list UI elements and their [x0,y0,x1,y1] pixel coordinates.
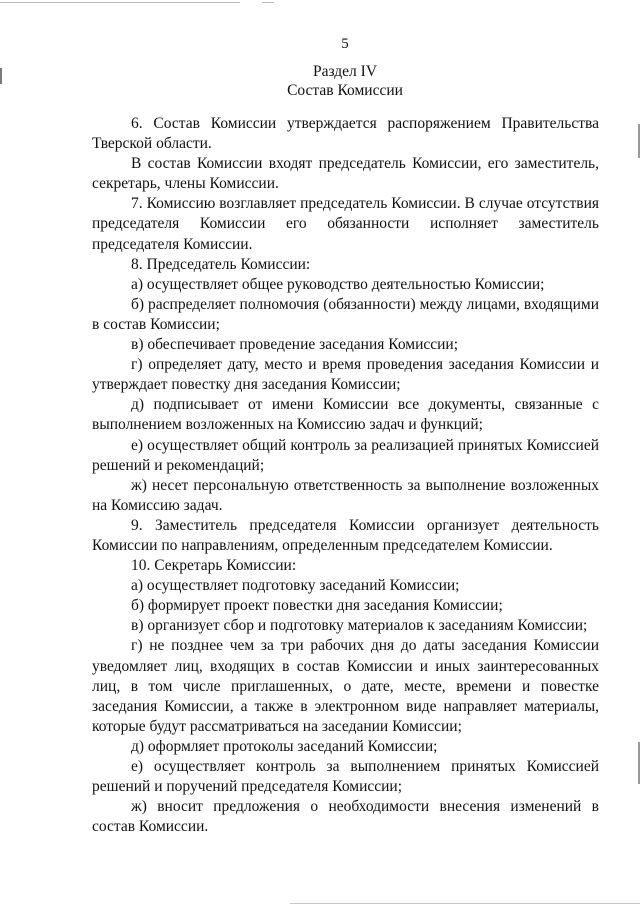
paragraph: 7. Комиссию возглавляет председатель Комиссии. В случае отсутствия председателя Комиссии его обязанности исполняет заместитель председателя Комиссии. [92,195,599,253]
document-body [92,114,599,837]
paragraph: г) не позднее чем за три рабочих дня до даты заседания Комиссии уведомляет лиц, входящих в состав Комиссии и иных заинтересованных лиц, в том числе приглашенных, о дате, месте, времени и повестке заседания Комиссии, а также в электронном виде направляет материалы, которые будут рассматриваться на заседании Комиссии; [92,637,599,735]
paragraph: д) подписывает от имени Комиссии все документы, связанные с выполнением возложенных на Комиссию задач и функций; [92,396,599,434]
section-heading [0,62,640,100]
paragraph: 8. Председатель Комиссии: [131,255,311,273]
paragraph: 6. Состав Комиссии утверждается распоряжением Правительства Тверской области. [92,115,599,153]
paragraph: е) осуществляет общий контроль за реализацией принятых Комиссией решений и рекомендаций; [92,436,599,474]
paragraph: а) осуществляет подготовку заседаний Комиссии; [131,577,460,595]
paragraph: В состав Комиссии входят председатель Комиссии, его заместитель, секретарь, члены Комиссии. [92,155,599,193]
paragraph: б) формирует проект повестки дня заседания Комиссии; [131,597,503,615]
page-number: 5 [341,36,349,52]
section-title: Раздел IV [312,63,378,80]
paragraph: д) оформляет протоколы заседаний Комиссии; [131,737,438,755]
paragraph: 9. Заместитель председателя Комиссии организует деятельность Комиссии по направлениям, определенным председателем Комиссии. [92,516,599,554]
paragraph: е) осуществляет контроль за выполнением принятых Комиссией решений и поручений председателя Комиссии; [92,758,599,796]
paragraph: в) обеспечивает проведение заседания Комиссии; [131,336,459,354]
paragraph: 10. Секретарь Комиссии: [131,557,297,575]
scan-edge-line [262,2,274,3]
paragraph: в) организует сбор и подготовку материалов к заседаниям Комиссии; [131,617,588,635]
paragraph: а) осуществляет общее руководство деятельностью Комиссии; [131,275,545,293]
paragraph: ж) вносит предложения о необходимости внесения изменений в состав Комиссии. [92,798,599,836]
paragraph: г) определяет дату, место и время проведения заседания Комиссии и утверждает повестку дня заседания Комиссии; [92,356,599,394]
section-subtitle: Состав Комиссии [287,82,403,99]
paragraph: б) распределяет полномочия (обязанности) между лицами, входящими в состав Комиссии; [92,295,599,333]
scan-edge-line [0,2,240,3]
scan-edge-line [290,903,640,904]
paragraph: ж) несет персональную ответственность за выполнение возложенных на Комиссию задач. [92,476,599,514]
